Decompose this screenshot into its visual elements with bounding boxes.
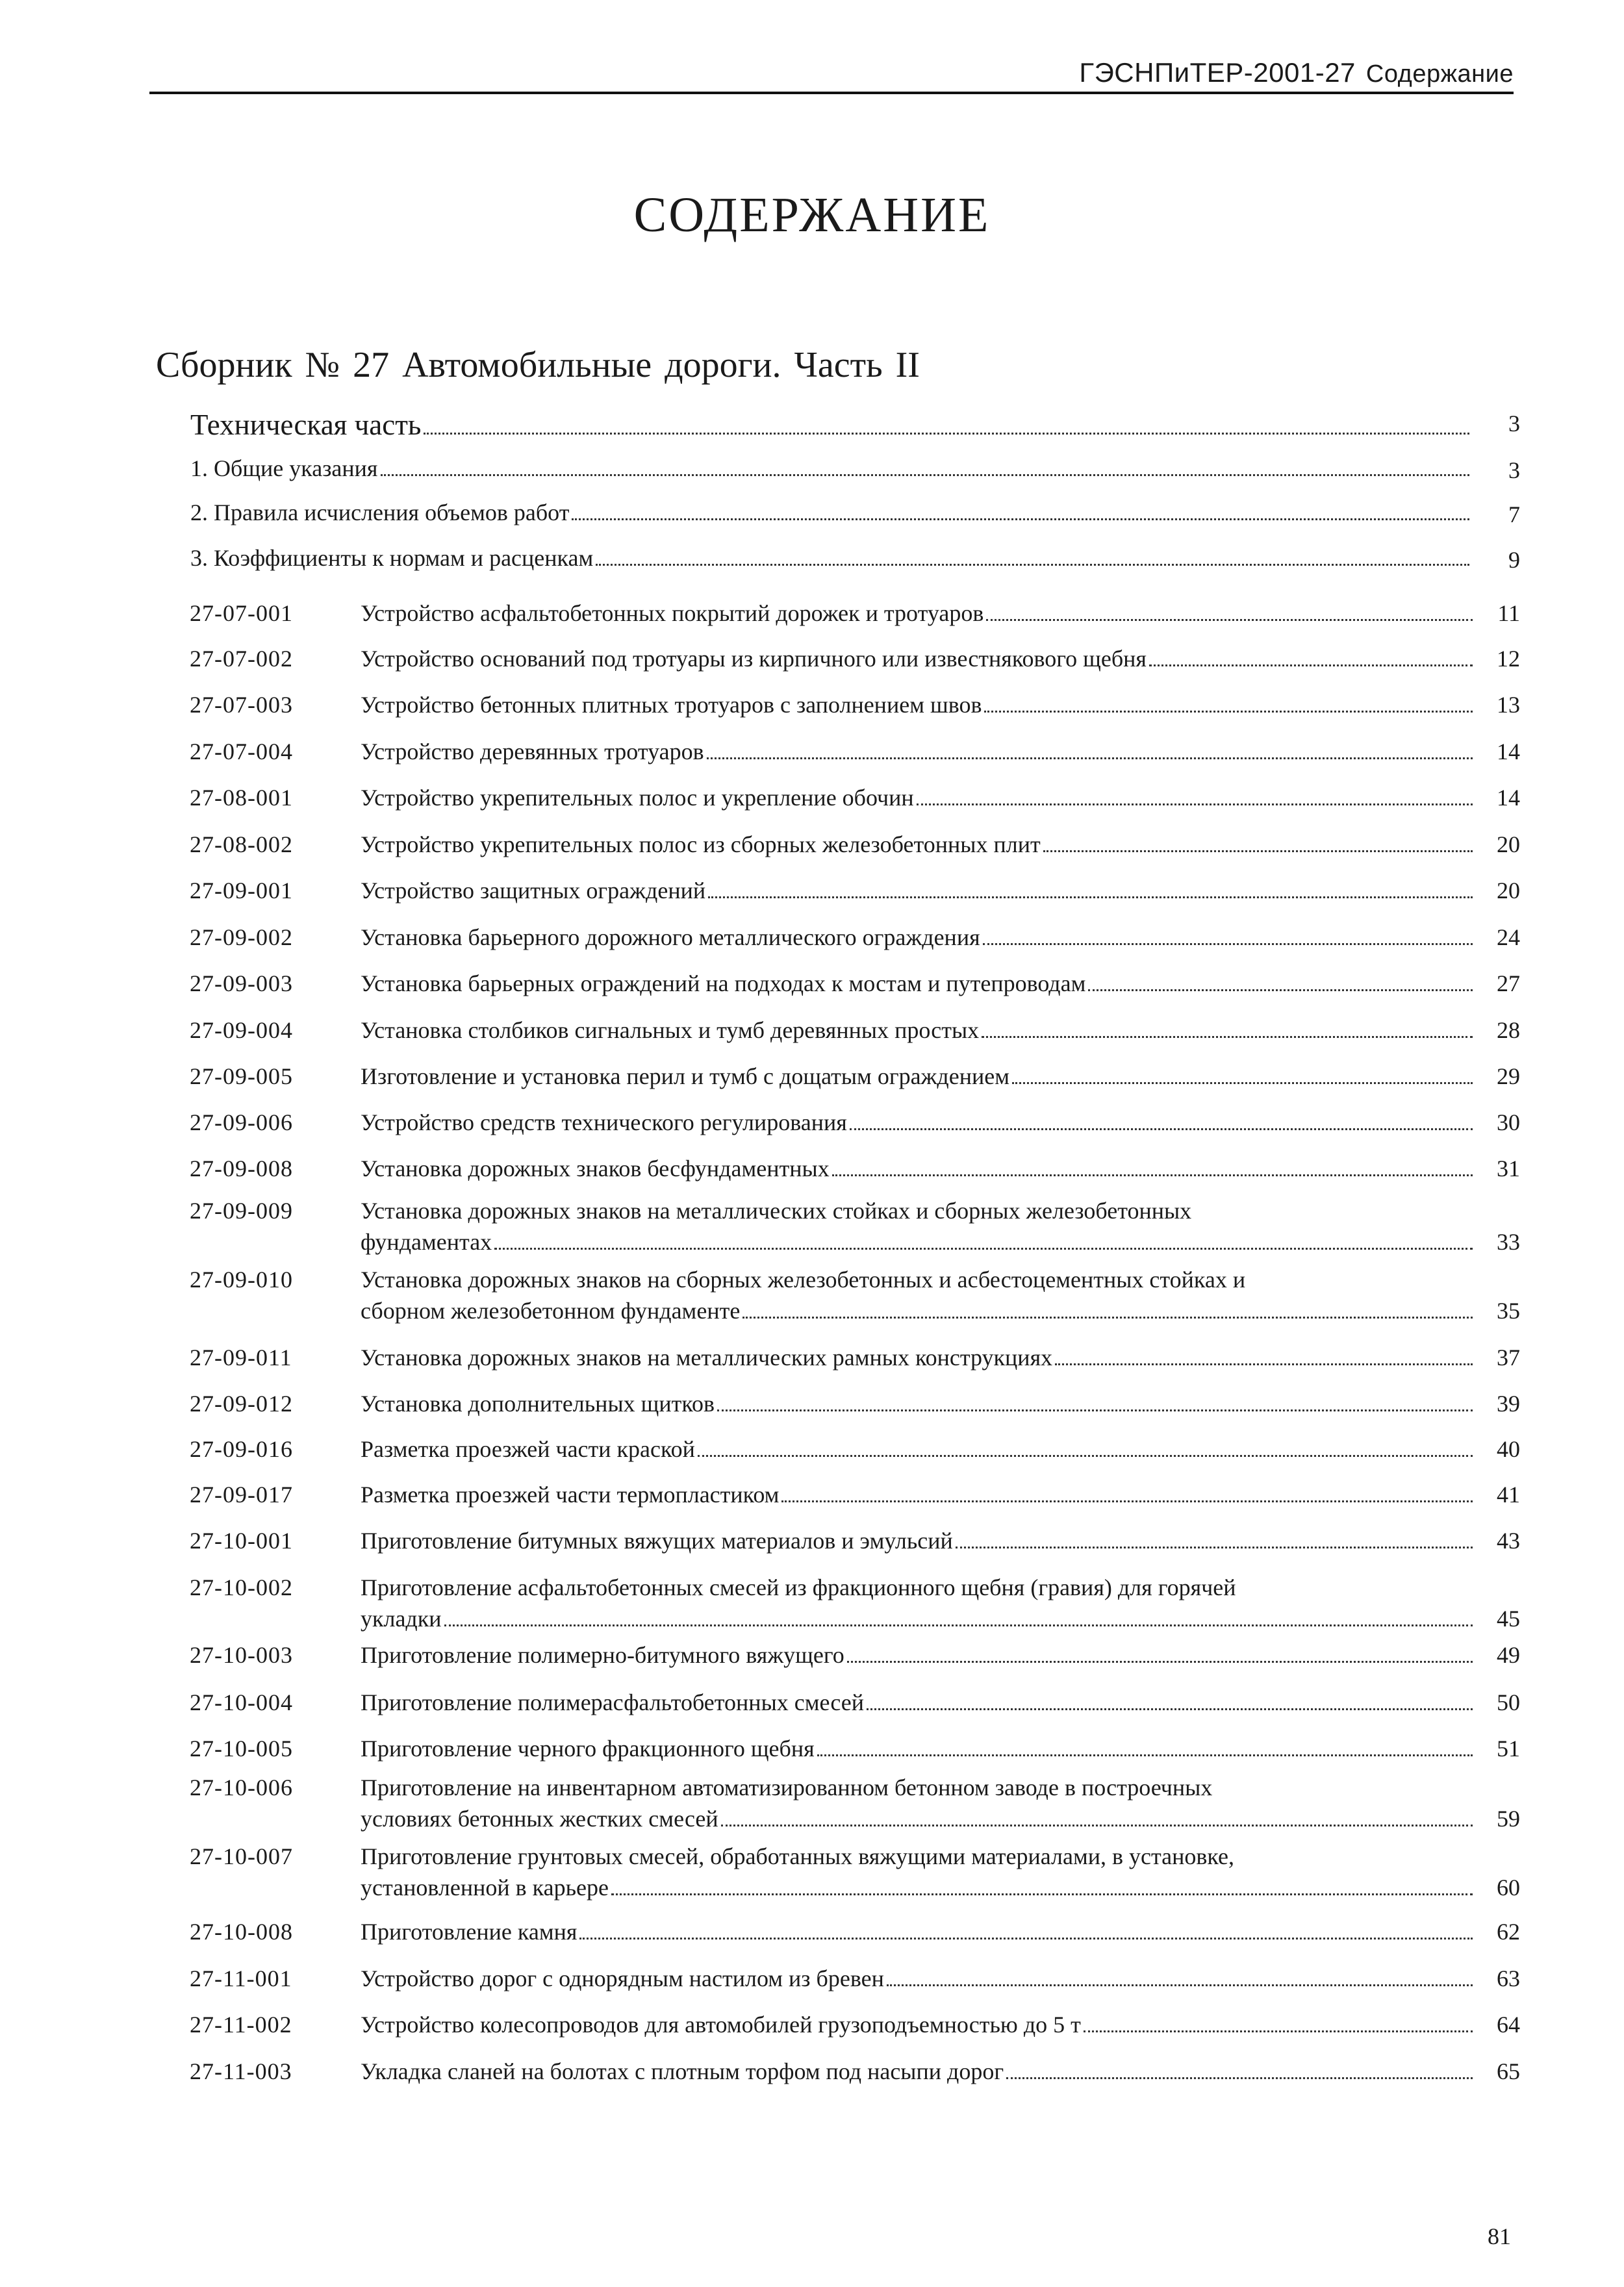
- entry-title-text: Укладка сланей на болотах с плотным торфом под насыпи дорог: [361, 2058, 1004, 2084]
- collection-title: Сборник № 27 Автомобильные дороги. Часть II: [156, 345, 920, 385]
- entry-page: 28: [1497, 1017, 1520, 1043]
- running-head-section: Содержание: [1365, 60, 1514, 88]
- entry-code: 27-11-003: [190, 2058, 292, 2084]
- entry-code: 27-10-002: [190, 1574, 293, 1600]
- dot-leader: [982, 1036, 1473, 1038]
- entry-title-text: условиях бетонных жестких смесей: [361, 1806, 718, 1832]
- entry-code: 27-09-006: [190, 1109, 293, 1135]
- technical-part-page: 3: [1508, 411, 1520, 436]
- entry-title: [361, 1572, 1478, 1634]
- entry-title: [361, 2009, 1478, 2040]
- entry-title-line: [361, 1388, 1478, 1419]
- running-head-document: ГЭСНПиТЕР-2001-27: [1079, 57, 1356, 88]
- dot-leader: [867, 1708, 1473, 1710]
- entry-title-line: [361, 875, 1478, 906]
- entry-title: [361, 1195, 1478, 1257]
- entry-page: 45: [1497, 1606, 1520, 1632]
- entry-title: [361, 2056, 1478, 2087]
- dot-leader: [1006, 2077, 1473, 2079]
- dot-leader: [781, 1500, 1473, 1502]
- entry-page: 35: [1497, 1298, 1520, 1324]
- entry-title-text: Устройство оснований под тротуары из кирпичного или известнякового щебня: [361, 646, 1147, 672]
- entry-page: 63: [1497, 1965, 1520, 1991]
- entry-title-line: [361, 1226, 1478, 1257]
- entry-code: 27-07-002: [190, 646, 293, 672]
- entry-title-line: [361, 1015, 1478, 1046]
- entry-title-line: Приготовление на инвентарном автоматизированном бетонном заводе в построечных: [361, 1775, 1213, 1801]
- entry-code: 27-10-003: [190, 1642, 293, 1668]
- entry-page: 33: [1497, 1229, 1520, 1255]
- entry-page: 41: [1497, 1482, 1520, 1508]
- entry-title: [361, 1841, 1478, 1903]
- entry-code: 27-10-004: [190, 1689, 293, 1715]
- technical-part-heading: [190, 408, 1475, 442]
- entry-title-line: [361, 782, 1478, 813]
- entry-code: 27-09-012: [190, 1391, 293, 1417]
- entry-title: [361, 689, 1478, 720]
- dot-leader: [717, 1409, 1473, 1411]
- entry-title: [361, 1639, 1478, 1671]
- entry-code: 27-10-008: [190, 1919, 293, 1945]
- entry-page: 62: [1497, 1919, 1520, 1945]
- dot-leader: [956, 1547, 1473, 1548]
- entry-page: 24: [1497, 924, 1520, 950]
- dot-leader: [1084, 2030, 1473, 2032]
- entry-title-line: Установка дорожных знаков на сборных железобетонных и асбестоцементных стойках и: [361, 1267, 1246, 1293]
- technical-part-item-page: 3: [1508, 457, 1520, 483]
- entry-title: [361, 598, 1478, 629]
- dot-leader: [611, 1893, 1473, 1895]
- entry-title-line: [361, 1803, 1478, 1834]
- entry-title-line: [361, 1061, 1478, 1092]
- entry-title-line: [361, 1295, 1478, 1326]
- dot-leader: [832, 1174, 1473, 1176]
- entry-title: [361, 922, 1478, 953]
- entry-code: 27-10-001: [190, 1528, 293, 1554]
- entry-page: 29: [1497, 1063, 1520, 1089]
- entry-code: 27-11-002: [190, 2012, 292, 2038]
- entry-title-line: Приготовление асфальтобетонных смесей из фракционного щебня (гравия) для горячей: [361, 1574, 1236, 1600]
- entry-title-line: [361, 1107, 1478, 1138]
- dot-leader: [721, 1825, 1473, 1826]
- entry-page: 40: [1497, 1436, 1520, 1462]
- entry-title-text: Установка столбиков сигнальных и тумб деревянных простых: [361, 1017, 980, 1043]
- entry-title: [361, 875, 1478, 906]
- entry-title: [361, 1772, 1478, 1834]
- entry-code: 27-07-004: [190, 739, 293, 764]
- entry-page: 64: [1497, 2012, 1520, 2038]
- entry-code: 27-09-017: [190, 1482, 293, 1508]
- dot-leader: [847, 1661, 1473, 1663]
- technical-part-item-page: 9: [1508, 547, 1520, 573]
- dot-leader: [572, 518, 1469, 520]
- entry-page: 49: [1497, 1642, 1520, 1668]
- dot-leader: [707, 757, 1473, 759]
- entry-page: 14: [1497, 785, 1520, 811]
- entry-title-line: [361, 1687, 1478, 1718]
- entry-title: [361, 1264, 1478, 1326]
- technical-part-item-text: 2. Правила исчисления объемов работ: [190, 499, 570, 525]
- dot-leader: [494, 1248, 1473, 1250]
- entry-title: [361, 782, 1478, 813]
- entry-code: 27-07-001: [190, 600, 293, 626]
- entry-title-text: Разметка проезжей части термопластиком: [361, 1482, 780, 1508]
- dot-leader: [1012, 1082, 1473, 1084]
- page-number: 81: [1488, 2223, 1511, 2249]
- dot-leader: [424, 433, 1469, 435]
- entry-title: [361, 1388, 1478, 1419]
- entry-title-text: Устройство асфальтобетонных покрытий дорожек и тротуаров: [361, 600, 984, 626]
- entry-title-line: [361, 1603, 1478, 1634]
- technical-part-title: Техническая часть: [190, 409, 422, 441]
- dot-leader: [887, 1984, 1473, 1986]
- dot-leader: [381, 474, 1470, 476]
- entry-page: 65: [1497, 2058, 1520, 2084]
- entry-code: 27-10-006: [190, 1775, 293, 1801]
- entry-title: [361, 1687, 1478, 1718]
- entry-title-text: укладки: [361, 1606, 442, 1632]
- entry-title-line: [361, 689, 1478, 720]
- entry-title-line: [361, 1872, 1478, 1903]
- dot-leader: [917, 803, 1473, 805]
- entry-title-line: [361, 1963, 1478, 1994]
- dot-leader: [1055, 1363, 1473, 1365]
- entry-title-text: сборном железобетонном фундаменте: [361, 1298, 741, 1324]
- entry-title-line: [361, 1434, 1478, 1465]
- entry-page: 13: [1497, 692, 1520, 718]
- entry-code: 27-08-001: [190, 785, 293, 811]
- entry-page: 27: [1497, 970, 1520, 996]
- entry-page: 30: [1497, 1109, 1520, 1135]
- entry-title-text: Приготовление полимерасфальтобетонных смесей: [361, 1689, 865, 1715]
- entry-page: 20: [1497, 831, 1520, 857]
- entry-title-text: Установка барьерного дорожного металлического ограждения: [361, 924, 980, 950]
- entry-title-text: Устройство бетонных плитных тротуаров с заполнением швов: [361, 692, 982, 718]
- entry-title-line: [361, 922, 1478, 953]
- entry-title-text: Приготовление черного фракционного щебня: [361, 1736, 815, 1762]
- entry-code: 27-09-016: [190, 1436, 293, 1462]
- entry-title-line: [361, 1916, 1478, 1947]
- entry-code: 27-09-005: [190, 1063, 293, 1089]
- entry-title-text: Приготовление камня: [361, 1919, 577, 1945]
- dot-leader: [708, 896, 1473, 898]
- entry-code: 27-09-010: [190, 1267, 293, 1293]
- entry-title-text: Установка барьерных ограждений на подходах к мостам и путепроводам: [361, 970, 1086, 996]
- entry-page: 43: [1497, 1528, 1520, 1554]
- page-title: СОДЕРЖАНИЕ: [633, 188, 991, 242]
- entry-title-line: [361, 736, 1478, 767]
- entry-title-line: [361, 2009, 1478, 2040]
- technical-part-item: [190, 544, 1475, 572]
- dot-leader: [579, 1938, 1473, 1940]
- entry-title-line: Установка дорожных знаков на металлических стойках и сборных железобетонных: [361, 1198, 1192, 1224]
- entry-title: [361, 643, 1478, 674]
- entry-page: 14: [1497, 739, 1520, 764]
- entry-title: [361, 736, 1478, 767]
- entry-title-line: [361, 1525, 1478, 1556]
- entry-title-text: Установка дополнительных щитков: [361, 1391, 715, 1417]
- technical-part-item-text: 1. Общие указания: [190, 455, 378, 481]
- entry-code: 27-08-002: [190, 831, 293, 857]
- entry-title-line: [361, 829, 1478, 860]
- technical-part-item: [190, 499, 1475, 527]
- entry-title-text: Установка дорожных знаков на металлических рамных конструкциях: [361, 1345, 1053, 1371]
- entry-page: 51: [1497, 1736, 1520, 1762]
- entry-code: 27-09-009: [190, 1198, 293, 1224]
- entry-title-line: [361, 598, 1478, 629]
- entry-title: [361, 968, 1478, 999]
- entry-page: 50: [1497, 1689, 1520, 1715]
- dot-leader: [742, 1317, 1473, 1319]
- entry-title-text: установленной в карьере: [361, 1875, 609, 1901]
- entry-title: [361, 829, 1478, 860]
- entry-title: [361, 1434, 1478, 1465]
- entry-code: 27-07-003: [190, 692, 293, 718]
- dot-leader: [1043, 850, 1473, 852]
- entry-code: 27-10-007: [190, 1843, 293, 1869]
- technical-part-item: [190, 455, 1475, 483]
- dot-leader: [983, 943, 1473, 945]
- entry-title: [361, 1479, 1478, 1510]
- entry-page: 31: [1497, 1156, 1520, 1181]
- entry-page: 12: [1497, 646, 1520, 672]
- entry-title: [361, 1015, 1478, 1046]
- entry-title-text: Устройство защитных ограждений: [361, 878, 706, 903]
- entry-title-text: Устройство средств технического регулирования: [361, 1109, 847, 1135]
- entry-title: [361, 1061, 1478, 1092]
- entry-code: 27-11-001: [190, 1965, 292, 1991]
- entry-title: [361, 1153, 1478, 1184]
- entry-page: 60: [1497, 1875, 1520, 1901]
- entry-title-line: [361, 1639, 1478, 1671]
- entry-code: 27-09-002: [190, 924, 293, 950]
- entry-page: 59: [1497, 1806, 1520, 1832]
- entry-page: 11: [1497, 600, 1520, 626]
- entry-title-line: [361, 1153, 1478, 1184]
- entry-code: 27-09-011: [190, 1345, 292, 1371]
- dot-leader: [986, 619, 1473, 621]
- entry-title-line: [361, 1733, 1478, 1764]
- entry-title: [361, 1916, 1478, 1947]
- entry-title-text: Приготовление полимерно-битумного вяжущего: [361, 1642, 844, 1668]
- entry-title-text: Изготовление и установка перил и тумб с дощатым ограждением: [361, 1063, 1010, 1089]
- entry-title: [361, 1525, 1478, 1556]
- dot-leader: [850, 1128, 1473, 1130]
- entry-page: 37: [1497, 1345, 1520, 1371]
- entry-code: 27-09-001: [190, 878, 293, 903]
- entry-title: [361, 1733, 1478, 1764]
- entry-title-text: Устройство укрепительных полос и укрепление обочин: [361, 785, 914, 811]
- entry-title-line: [361, 1479, 1478, 1510]
- technical-part-item-page: 7: [1508, 501, 1520, 527]
- entry-title-text: Устройство колесопроводов для автомобилей грузоподъемностью до 5 т: [361, 2012, 1081, 2038]
- entry-title-text: Разметка проезжей части краской: [361, 1436, 695, 1462]
- entry-title-line: [361, 1342, 1478, 1373]
- entry-title: [361, 1342, 1478, 1373]
- entry-page: 20: [1497, 878, 1520, 903]
- entry-title-text: Устройство деревянных тротуаров: [361, 739, 704, 764]
- entry-title-line: Приготовление грунтовых смесей, обработанных вяжущими материалами, в установке,: [361, 1843, 1234, 1869]
- entry-title-text: фундаментах: [361, 1229, 492, 1255]
- entry-title-text: Приготовление битумных вяжущих материалов и эмульсий: [361, 1528, 953, 1554]
- entry-title-line: [361, 2056, 1478, 2087]
- entry-code: 27-10-005: [190, 1736, 293, 1762]
- entry-title: [361, 1963, 1478, 1994]
- entry-title-text: Установка дорожных знаков бесфундаментных: [361, 1156, 830, 1181]
- dot-leader: [1088, 989, 1473, 991]
- dot-leader: [698, 1455, 1473, 1457]
- dot-leader: [596, 564, 1469, 566]
- entry-title-line: [361, 643, 1478, 674]
- dot-leader: [444, 1624, 1473, 1626]
- entry-title-line: [361, 968, 1478, 999]
- entry-page: 39: [1497, 1391, 1520, 1417]
- dot-leader: [1149, 664, 1473, 666]
- entry-code: 27-09-004: [190, 1017, 293, 1043]
- entry-title-text: Устройство дорог с однорядным настилом из бревен: [361, 1965, 884, 1991]
- dot-leader: [984, 711, 1473, 713]
- entry-title-text: Устройство укрепительных полос из сборных железобетонных плит: [361, 831, 1041, 857]
- entry-title: [361, 1107, 1478, 1138]
- dot-leader: [817, 1754, 1473, 1756]
- entry-code: 27-09-003: [190, 970, 293, 996]
- entry-code: 27-09-008: [190, 1156, 293, 1181]
- technical-part-item-text: 3. Коэффициенты к нормам и расценкам: [190, 545, 594, 571]
